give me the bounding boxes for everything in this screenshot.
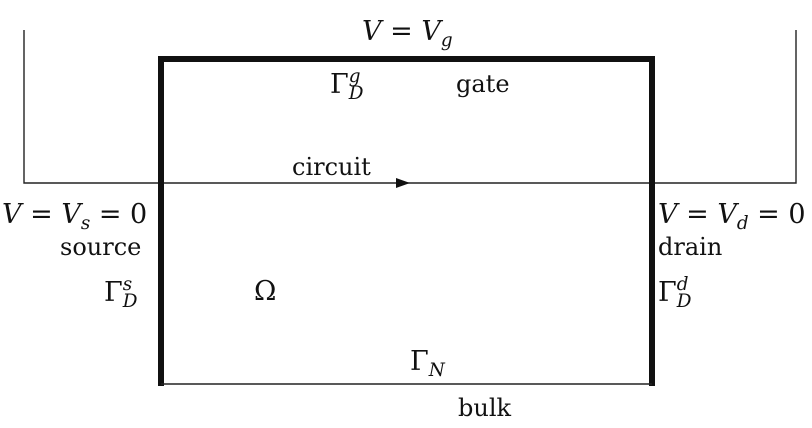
circuit-arrow-icon	[396, 178, 410, 188]
drain-label: drain	[658, 233, 723, 261]
gate-label: gate	[456, 70, 510, 98]
source-boundary-label: Γ s D	[104, 274, 138, 313]
drain-voltage-label: $V = V_d = 0$	[658, 199, 806, 234]
domain-label: Ω	[254, 276, 277, 307]
drain-boundary-label: Γ d D	[658, 274, 692, 313]
gate-boundary-label: Γ g D	[330, 66, 364, 105]
circuit-wire	[24, 30, 796, 183]
source-label: source	[60, 233, 142, 261]
bulk-label: bulk	[458, 394, 512, 422]
circuit-label: circuit	[292, 153, 371, 181]
neumann-boundary-label: $\Gamma_N$	[410, 346, 445, 381]
gate-voltage-label: $V = V_g$	[362, 16, 453, 51]
source-voltage-label: $V = V_s = 0$	[2, 199, 148, 234]
